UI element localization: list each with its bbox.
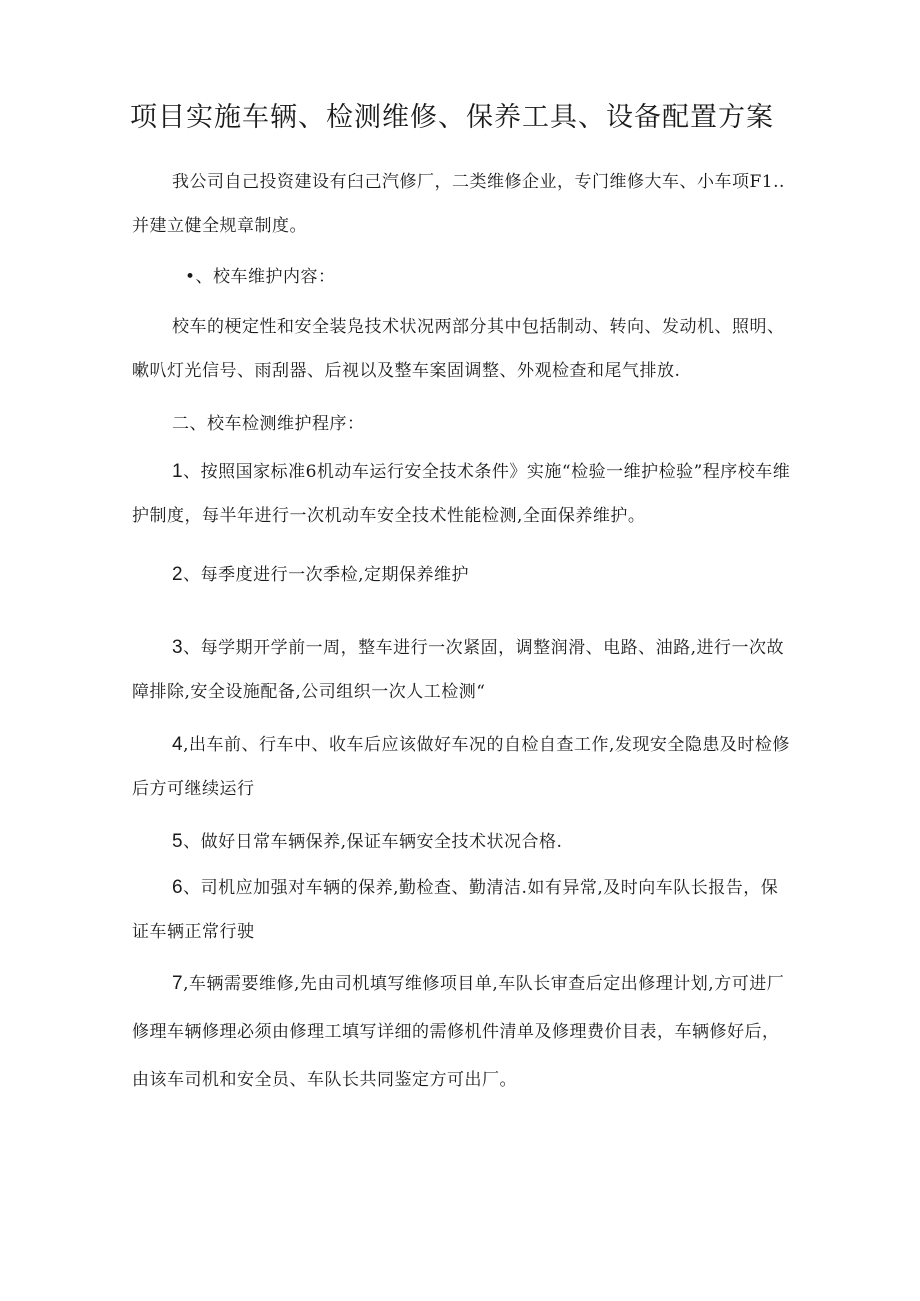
item-text: ,出车前、行车中、收车后应该做好车况的自检自查工作,发现安全隐患及时检修后方可继续运行 (132, 735, 790, 799)
list-item (132, 553, 792, 597)
item-number: 4 (172, 734, 184, 755)
item-number: 7 (172, 973, 184, 994)
item-number: 6 (172, 877, 184, 898)
section1-heading: •、校车维护内容： (185, 267, 336, 287)
item-number: 2 (172, 564, 184, 585)
section2-heading: 二、校车检测维护程序： (172, 414, 365, 434)
list-item (132, 866, 792, 954)
item-text: 、按照国家标准6机动车运行安全技术条件》实施“检验一维护检验”程序校车维护制度，每半年进行一次机动车安全技术性能检测,全面保养维护。 (132, 462, 791, 526)
item-text: ,车辆需要维修,先由司机填写维修项目单,车队长审查后定出修理计划,方可进厂修理车辆修理必须由修理工填写详细的需修机件清单及修理费价目表，车辆修好后，由该车司机和安全员、车队长共同鉴定方可出厂。 (132, 974, 785, 1090)
list-item (132, 820, 792, 864)
list-item (132, 723, 792, 811)
section1-body: 校车的梗定性和安全装凫技术状况两部分其中包括制动、转向、发动机、照明、嗽叭灯光信号、雨刮器、后视以及整车案固调整、外观检查和尾气排放. (132, 317, 785, 381)
item-number: 5 (172, 831, 184, 852)
item-text: 、每学期开学前一周，整车进行一次紧固，调整润滑、电路、油路,进行一次故障排除,安全设施配备,公司组织一次人工检测“ (132, 638, 784, 702)
list-item (132, 626, 792, 714)
item-text: 、每季度进行一次季检,定期保养维护 (183, 565, 469, 585)
list-item (132, 450, 792, 538)
item-text: 、司机应加强对车辆的保养,勤检查、勤清洁.如有异常,及时向车队长报告，保证车辆正常行驶 (132, 878, 779, 942)
item-number: 3 (172, 637, 184, 658)
item-text: 、做好日常车辆保养,保证车辆安全技术状况合格. (183, 832, 563, 852)
document-title: 项目实施车辆、检测维修、保养工具、设备配置方案 (130, 102, 774, 133)
intro-paragraph: 我公司自己投资建设有臼己汽修厂，二类维修企业，专门维修大车、小车项F1..并建立健全规章制度。 (132, 172, 785, 236)
item-number: 1 (172, 461, 184, 482)
list-item (132, 960, 792, 1104)
